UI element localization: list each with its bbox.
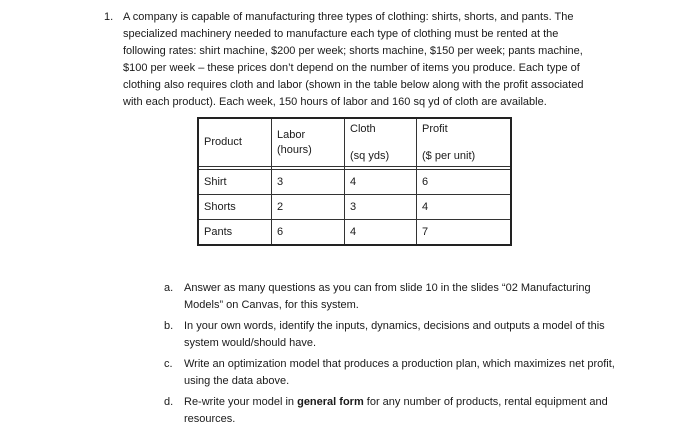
cell-profit: 7 (417, 220, 512, 246)
product-data-table (197, 117, 512, 246)
table-row (198, 170, 511, 195)
header-profit-line1: Profit (422, 123, 448, 135)
question-text (123, 9, 623, 111)
question-line: specialized machinery needed to manufacture each type of clothing must be rented at the (123, 28, 559, 40)
question-number: 1. (104, 11, 114, 23)
sub-questions-list (160, 280, 620, 432)
header-cloth (345, 118, 417, 167)
cell-profit: 4 (417, 195, 512, 220)
header-labor-line2: (hours) (277, 144, 312, 156)
header-labor-line1: Labor (277, 129, 306, 141)
sub-question-letter: a. (164, 282, 174, 294)
cell-profit: 6 (417, 170, 512, 195)
table-row (198, 220, 511, 246)
cell-cloth: 3 (345, 195, 417, 220)
header-labor (272, 118, 345, 167)
sub-question-letter: b. (164, 320, 174, 332)
header-profit (417, 118, 512, 167)
question-line: $100 per week – these prices don’t depend on the number of items you produce. Each type of (123, 62, 580, 74)
sub-question-text: In your own words, identify the inputs, dynamics, decisions and outputs a model of this system would/should have. (184, 320, 605, 349)
header-product: Product (198, 118, 272, 167)
cell-product: Shorts (198, 195, 272, 220)
question-line: with each product). Each week, 150 hours of labor and 160 sq yd of cloth are available. (123, 96, 547, 108)
header-cloth-line1: Cloth (350, 123, 376, 135)
cell-cloth: 4 (345, 220, 417, 246)
sub-question-text: Write an optimization model that produces a production plan, which maximizes net profit, using the data above. (184, 358, 615, 387)
sub-question-a (160, 280, 620, 314)
sub-question-letter: c. (164, 358, 173, 370)
cell-labor: 6 (272, 220, 345, 246)
cell-cloth: 4 (345, 170, 417, 195)
cell-labor: 2 (272, 195, 345, 220)
sub-question-b (160, 318, 620, 352)
cell-product: Pants (198, 220, 272, 246)
question-line: clothing also requires cloth and labor (shown in the table below along with the profit associated (123, 79, 584, 91)
header-profit-line2: ($ per unit) (422, 150, 476, 162)
sub-question-c (160, 356, 620, 390)
question-line: following rates: shirt machine, $200 per week; shorts machine, $150 per week; pants machine, (123, 45, 583, 57)
header-cloth-line2: (sq yds) (350, 150, 390, 162)
sub-question-text: Answer as many questions as you can from slide 10 in the slides “02 Manufacturing Models” on Canvas, for this system. (184, 282, 591, 311)
table-header-row (198, 118, 511, 167)
table-row (198, 195, 511, 220)
question-line: A company is capable of manufacturing three types of clothing: shirts, shorts, and pants. The (123, 11, 574, 23)
sub-question-text-after: for any number of products, rental equipment and resources. (184, 396, 608, 425)
sub-question-letter: d. (164, 396, 174, 408)
cell-labor: 3 (272, 170, 345, 195)
sub-question-text-bold: general form (297, 396, 364, 408)
cell-product: Shirt (198, 170, 272, 195)
sub-question-text-before: Re-write your model in (184, 396, 298, 408)
